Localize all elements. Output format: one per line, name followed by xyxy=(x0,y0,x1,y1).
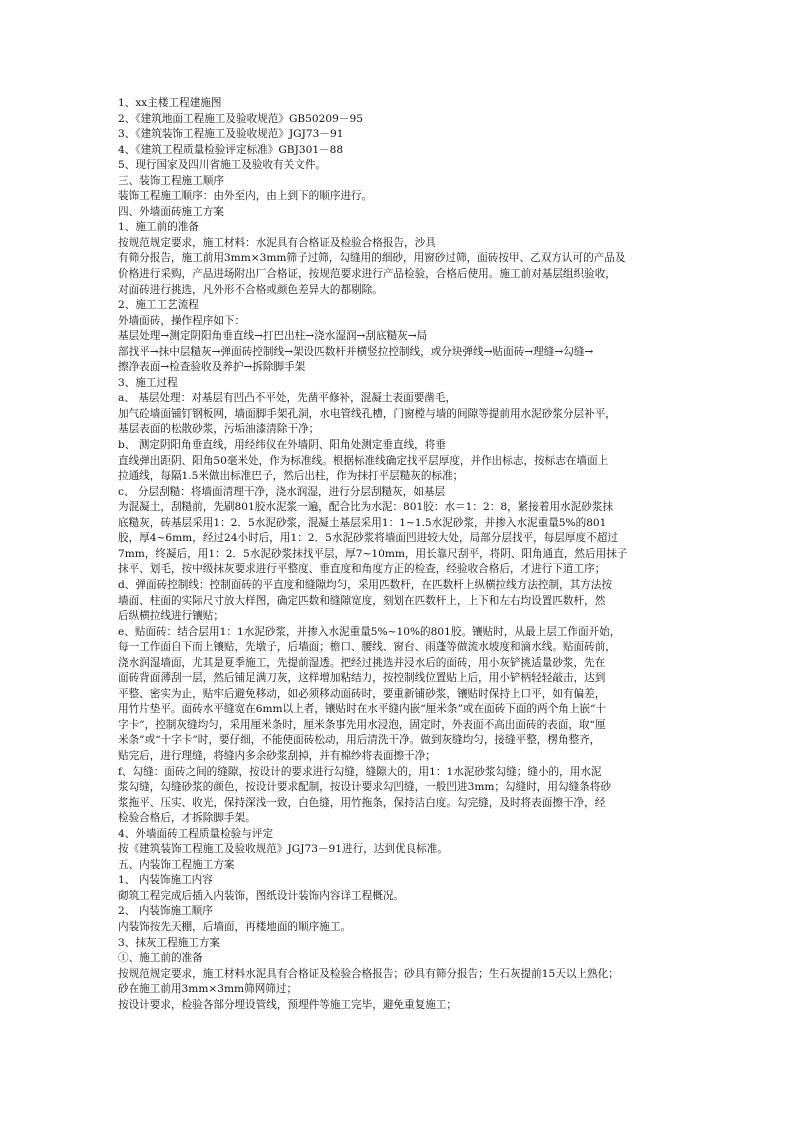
text-line: 2、 内装饰施工顺序 xyxy=(118,905,213,918)
text-line: 为混凝土，刮糙前，先刷801胶水泥浆一遍，配合比为水泥：801胶：水＝1：2：8，紧接着用水泥砂浆抹 xyxy=(118,501,614,514)
text-line: 按设计要求，检验各部分埋设管线，预埋件等施工完毕，避免重复施工； xyxy=(118,998,457,1011)
text-line: ①、施工前的准备 xyxy=(118,952,203,965)
text-line: 面砖背面薄刮一层，然后铺足满刀灰，这样增加粘结力，按控制线位置贴上后，用小铲柄轻轻敲击，达到 xyxy=(118,672,606,685)
text-line: 底糙灰，砖基层采用1：2．5水泥砂浆，混凝土基层采用1：1~1.5水泥砂浆，并掺入水泥重量5%的801 xyxy=(118,516,607,529)
text-line: 拉通线，每隔1.5米做出标准巴子，然后出柱，作为抹打平层糙灰的标准； xyxy=(118,470,464,483)
text-line: 每一工作面自下而上镶贴，先墩子，后墙面；檐口、腰线、窗台、雨蓬等做流水坡度和滴水线。贴面砖前， xyxy=(118,641,616,654)
text-line: 7mm，终凝后，用1：2．5水泥砂浆抹找平层，厚7~10mm，用长靠尺刮平，将阴、阳角通直，然后用抹子 xyxy=(118,547,628,560)
text-line: 1、 内装饰施工内容 xyxy=(118,874,213,887)
text-line: 3、抹灰工程施工方案 xyxy=(118,936,221,949)
text-line: 抹平、划毛，按中级抹灰要求进行平整度、垂直度和角度方正的检查，经验收合格后，才进行下道工序； xyxy=(118,563,606,576)
text-line: 基层表面的松散砂浆，污垢油漆清除干净； xyxy=(118,423,320,436)
document-body xyxy=(118,96,680,1013)
text-line: 浆勾缝，勾缝砂浆的颜色，按设计要求配制，按设计要求勾凹缝，一般凹进3mm；勾缝时，用勾缝条将砂 xyxy=(118,781,611,794)
text-line: 3、《建筑装饰工程施工及验收规范》JGJ73－91 xyxy=(118,128,344,141)
text-line: 字卡”，控制灰缝均匀，采用厘米条时，厘米条事先用水浸泡，固定时，外表面不高出面砖的表面，取“厘 xyxy=(118,718,606,731)
text-line: 有筛分报告，施工前用3mm×3mm筛子过筛，勾缝用的细砂，用窗砂过筛，面砖按甲、乙双方认可的产品及 xyxy=(118,252,626,265)
text-line: 4、外墙面砖工程质量检验与评定 xyxy=(118,827,274,840)
text-line: 2、《建筑地面工程施工及验收规范》GB50209－95 xyxy=(118,112,363,125)
text-line: 胶，厚4~6mm，经过24小时后，用1：2．5水泥砂浆将墙面凹进较大处，局部分层找平，每层厚度不超过 xyxy=(118,532,618,545)
text-line: f、勾缝：面砖之间的缝隙，按设计的要求进行勾缝，缝隙大的，用1：1水泥砂浆勾缝；缝小的，用水泥 xyxy=(118,765,602,778)
text-line: 五、内装饰工程施工方案 xyxy=(118,858,235,871)
text-line: 直线弹出距阴、阳角50毫米处，作为标准线。根据标准线确定找平层厚度，并作出标志，按标志在墙面上 xyxy=(118,454,609,467)
text-line: 浇水润湿墙面，尤其是夏季施工，先提前湿透。把经过挑选并浸水后的面砖，用小灰铲挑适量砂浆，先在 xyxy=(118,656,606,669)
text-line: 墙面、柱面的实际尺寸放大样图，确定匹数和缝隙宽度，刻划在匹数杆上，上下和左右均设置匹数杆，然 xyxy=(118,594,606,607)
text-line: 5、现行国家及四川省施工及验收有关文件。 xyxy=(118,159,327,172)
text-line: 加气砼墙面铺钉钢板网，墙面脚手架孔洞，水电管线孔槽，门窗樘与墙的间隙等提前用水泥砂浆分层补平， xyxy=(118,407,616,420)
text-line: 基层处理→测定阴阳角垂直线→打巴出柱→浇水湿润→刮底糙灰→局 xyxy=(118,330,428,343)
text-line: a、 基层处理：对基层有凹凸不平处，先凿平修补，混凝土表面要凿毛， xyxy=(118,392,457,405)
text-line: 1、xx主楼工程建施图 xyxy=(118,97,222,109)
text-line: d、弹面砖控制线：控制面砖的平直度和缝隙均匀，采用匹数杆，在匹数杆上纵横拉线方法控制，其方法按 xyxy=(118,578,613,591)
text-line: 用竹片垫平。面砖水平缝宽在6mm以上者，镶贴时在水平缝内嵌“厘米条”或在面砖下面的两个角上嵌“十 xyxy=(118,703,607,716)
text-line: 1、施工前的准备 xyxy=(118,221,199,234)
text-line: c、 分层刮糙：将墙面清理干净，浇水润湿，进行分层刮糙灰，如基层 xyxy=(118,485,446,498)
text-line: 2、施工工艺流程 xyxy=(118,299,199,312)
text-line: 四、外墙面砖施工方案 xyxy=(118,205,224,218)
text-line: 价格进行采购，产品进场附出厂合格证，按规范要求进行产品检验，合格后使用。施工前对基层组织验收， xyxy=(118,268,616,281)
text-line: 内装饰按先天棚，后墙面，再楼地面的顺序施工。 xyxy=(118,920,352,933)
text-line: 按规范规定要求，施工材料水泥具有合格证及检验合格报告；砂具有筛分报告；生石灰提前15天以上熟化； xyxy=(118,967,619,980)
text-line: 3、施工过程 xyxy=(118,376,178,389)
text-line: b、 测定阴阳角垂直线，用经纬仪在外墙阴、阳角处测定垂直线，将垂 xyxy=(118,439,446,452)
text-line: 外墙面砖，操作程序如下： xyxy=(118,314,246,327)
text-line: 浆拖平、压实、收光，保持深浅一致，白色缝，用竹拖条，保持洁白度。勾完缝，及时将表面擦干净，经 xyxy=(118,796,606,809)
text-line: 砌筑工程完成后插入内装饰，图纸设计装饰内容详工程概况。 xyxy=(118,889,405,902)
text-line: 贴完后，进行理缝，将缝内多余砂浆刮掉，并有棉纱将表面擦干净； xyxy=(118,749,436,762)
text-line: 后纵横拉线进行镶贴； xyxy=(118,610,224,623)
text-line: 按规范规定要求，施工材料：水泥具有合格证及检验合格报告，沙具 xyxy=(118,236,436,249)
text-line: 对面砖进行挑选，凡外形不合格或颜色差异大的都剔除。 xyxy=(118,283,383,296)
text-line: 三、装饰工程施工顺序 xyxy=(118,174,224,187)
text-line: 擦净表面→检查验收及养护→拆除脚手架 xyxy=(118,361,306,374)
text-line: 部找平→抹中层糙灰→弹面砖控制线→架设匹数杆并横竖拉控制线，或分块弹线→贴面砖→理缝→勾缝→ xyxy=(118,345,594,358)
text-line: 按《建筑装饰工程施工及验收规范》JGJ73－91进行，达到优良标准。 xyxy=(118,843,448,856)
text-line: 米条”或“十字卡”时，要仔细，不能使面砖松动，用后清洗干净。做到灰缝均匀，接缝平整，楞角整齐， xyxy=(118,734,601,747)
text-line: 4、《建筑工程质量检验评定标准》GBJ301－88 xyxy=(118,143,344,156)
text-line: 平整、密实为止，贴牢后避免移动，如必须移动面砖时，要重新铺砂浆，镶贴时保持上口平，如有偏差， xyxy=(118,687,606,700)
text-line: 砂在施工前用3mm×3mm筛网筛过； xyxy=(118,983,298,996)
text-line: 检验合格后，才拆除脚手架。 xyxy=(118,812,256,825)
text-line: 装饰工程施工顺序：由外至内，由上到下的顺序进行。 xyxy=(118,190,373,203)
text-line: e、贴面砖：结合层用1：1水泥砂浆，并掺入水泥重量5%~10%的801胶。镶贴时，从最上层工作面开始， xyxy=(118,625,621,638)
